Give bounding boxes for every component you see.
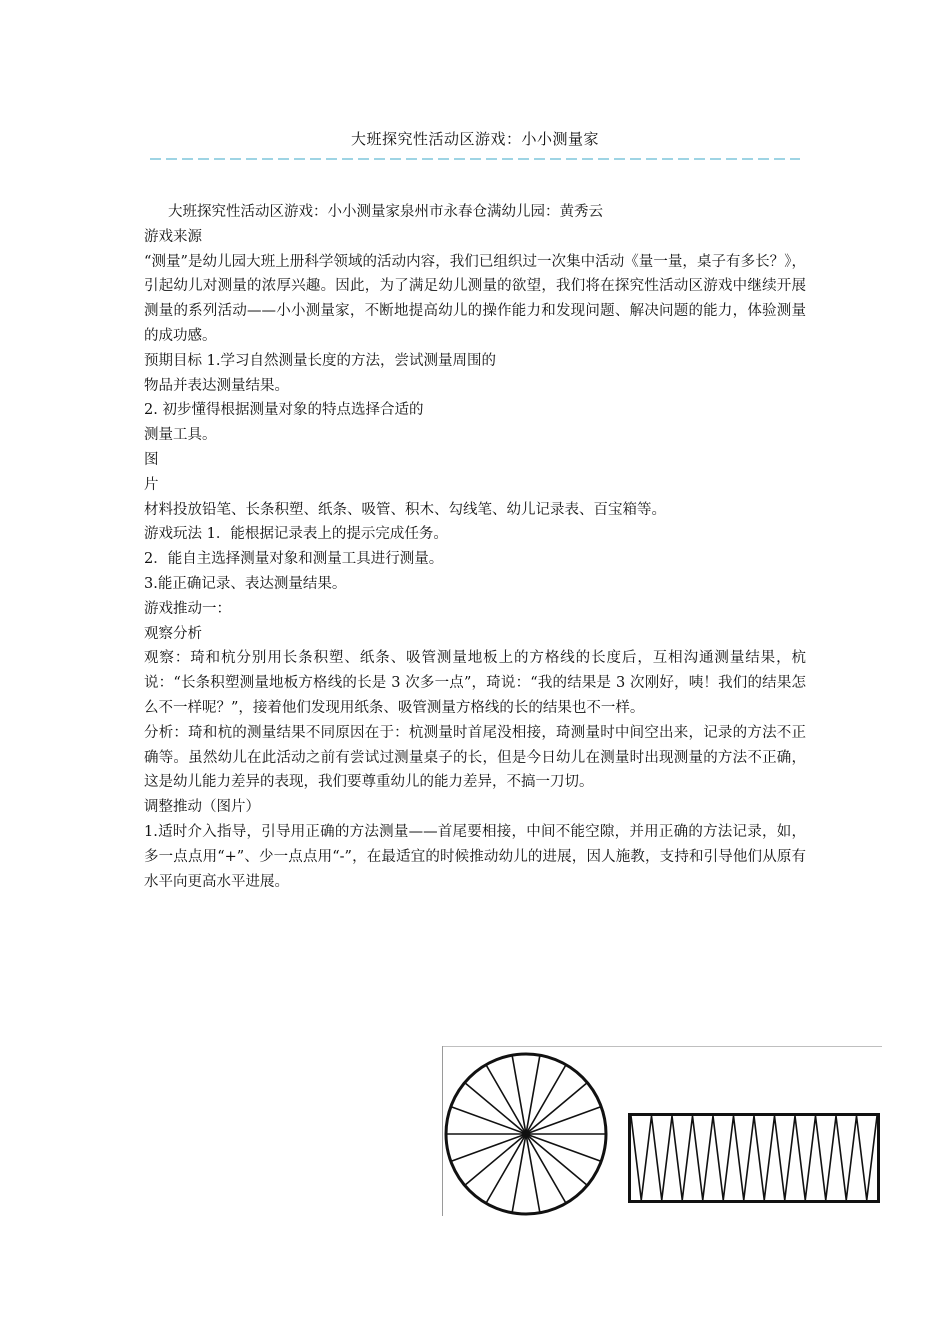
paragraph-goal-2-cont: 测量工具。 [144,427,217,444]
paragraph-materials: 材料投放铅笔、长条积塑、纸条、吸管、积木、勾线笔、幼儿记录表、百宝箱等。 [144,501,666,518]
document-body [144,200,806,894]
wheel-spoke [451,1107,526,1134]
wheel-spoke [526,1134,601,1161]
page-title: 大班探究性活动区游戏：小小测量家 [350,130,599,148]
paragraph-goal-1-cont: 物品并表达测量结果。 [144,377,289,394]
wheel-spoke [526,1083,587,1134]
paragraph-observation: 观察：琦和杭分别用长条积塑、纸条、吸管测量地板上的方格线的长度后，互相沟通测量结果，杭说：“长条积塑测量地板方格线的长是 3 次多一点”，琦说：“我的结果是 3 次刚好，咦！我们的结果怎么不一样呢？”，接着他们发现用纸条、吸管测量方格线的长的结果也不一样。 [144,650,806,716]
section-heading-observe-analyze: 观察分析 [144,625,202,642]
paragraph-game-source: “测量”是幼儿园大班上册科学领域的活动内容，我们已组织过一次集中活动《量一量，桌子有多长？》，引起幼儿对测量的浓厚兴趣。因此，为了满足幼儿测量的欲望，我们将在探究性活动区游戏中继续开展测量的系列活动——小小测量家，不断地提高幼儿的操作能力和发现问题、解决问题的能力，体验测量的成功感。 [144,253,806,344]
wheel-spoke [526,1107,601,1134]
section-heading-game-source: 游戏来源 [144,228,202,245]
section-heading-push-one: 游戏推动一： [144,600,231,617]
title-dashed-rule [150,150,800,164]
zigzag-line [631,1116,877,1200]
paragraph-play-1: 游戏玩法 1．能根据记录表上的提示完成任务。 [144,526,448,543]
figure-top-border [442,1046,882,1047]
wheel-spoke [451,1134,526,1161]
section-heading-adjust: 调整推动（图片） [144,799,260,816]
paragraph-play-3: 3.能正确记录、表达测量结果。 [144,575,347,592]
wheel-spoke [465,1134,526,1185]
figure-left-border [442,1046,443,1216]
paragraph-analysis: 分析：琦和杭的测量结果不同原因在于：杭测量时首尾没相接，琦测量时中间空出来，记录的方法不正确等。虽然幼儿在此活动之前有尝试过测量桌子的长，但是今日幼儿在测量时出现测量的方法不正确，这是幼儿能力差异的表现，我们要尊重幼儿的能力差异，不搞一刀切。 [144,724,806,791]
image-placeholder-line-2: 片 [144,476,159,493]
paragraph-play-2: 2．能自主选择测量对象和测量工具进行测量。 [144,551,444,568]
paragraph-goal-2: 2. 初步懂得根据测量对象的特点选择合适的 [144,402,424,419]
wheel-spoke [465,1083,526,1134]
paragraph-adjust-1: 1.适时介入指导，引导用正确的方法测量——首尾要相接，中间不能空隙，并用正确的方法记录，如，多一点点用“+”、少一点点用“-”，在最适宜的时候推动幼儿的进展，因人施教，支持和引导他们从原有水平向更高水平进展。 [144,823,806,890]
paragraph-goal-1: 预期目标 1.学习自然测量长度的方法，尝试测量周围的 [144,352,496,369]
spoked-wheel-image [444,1052,610,1218]
wheel-spoke [526,1134,587,1185]
author-line: 大班探究性活动区游戏：小小测量家泉州市永春仓满幼儿园：黄秀云 [168,204,603,220]
zigzag-pattern-image [628,1113,880,1203]
figure-frame [442,1046,882,1216]
image-placeholder-line-1: 图 [144,451,159,468]
